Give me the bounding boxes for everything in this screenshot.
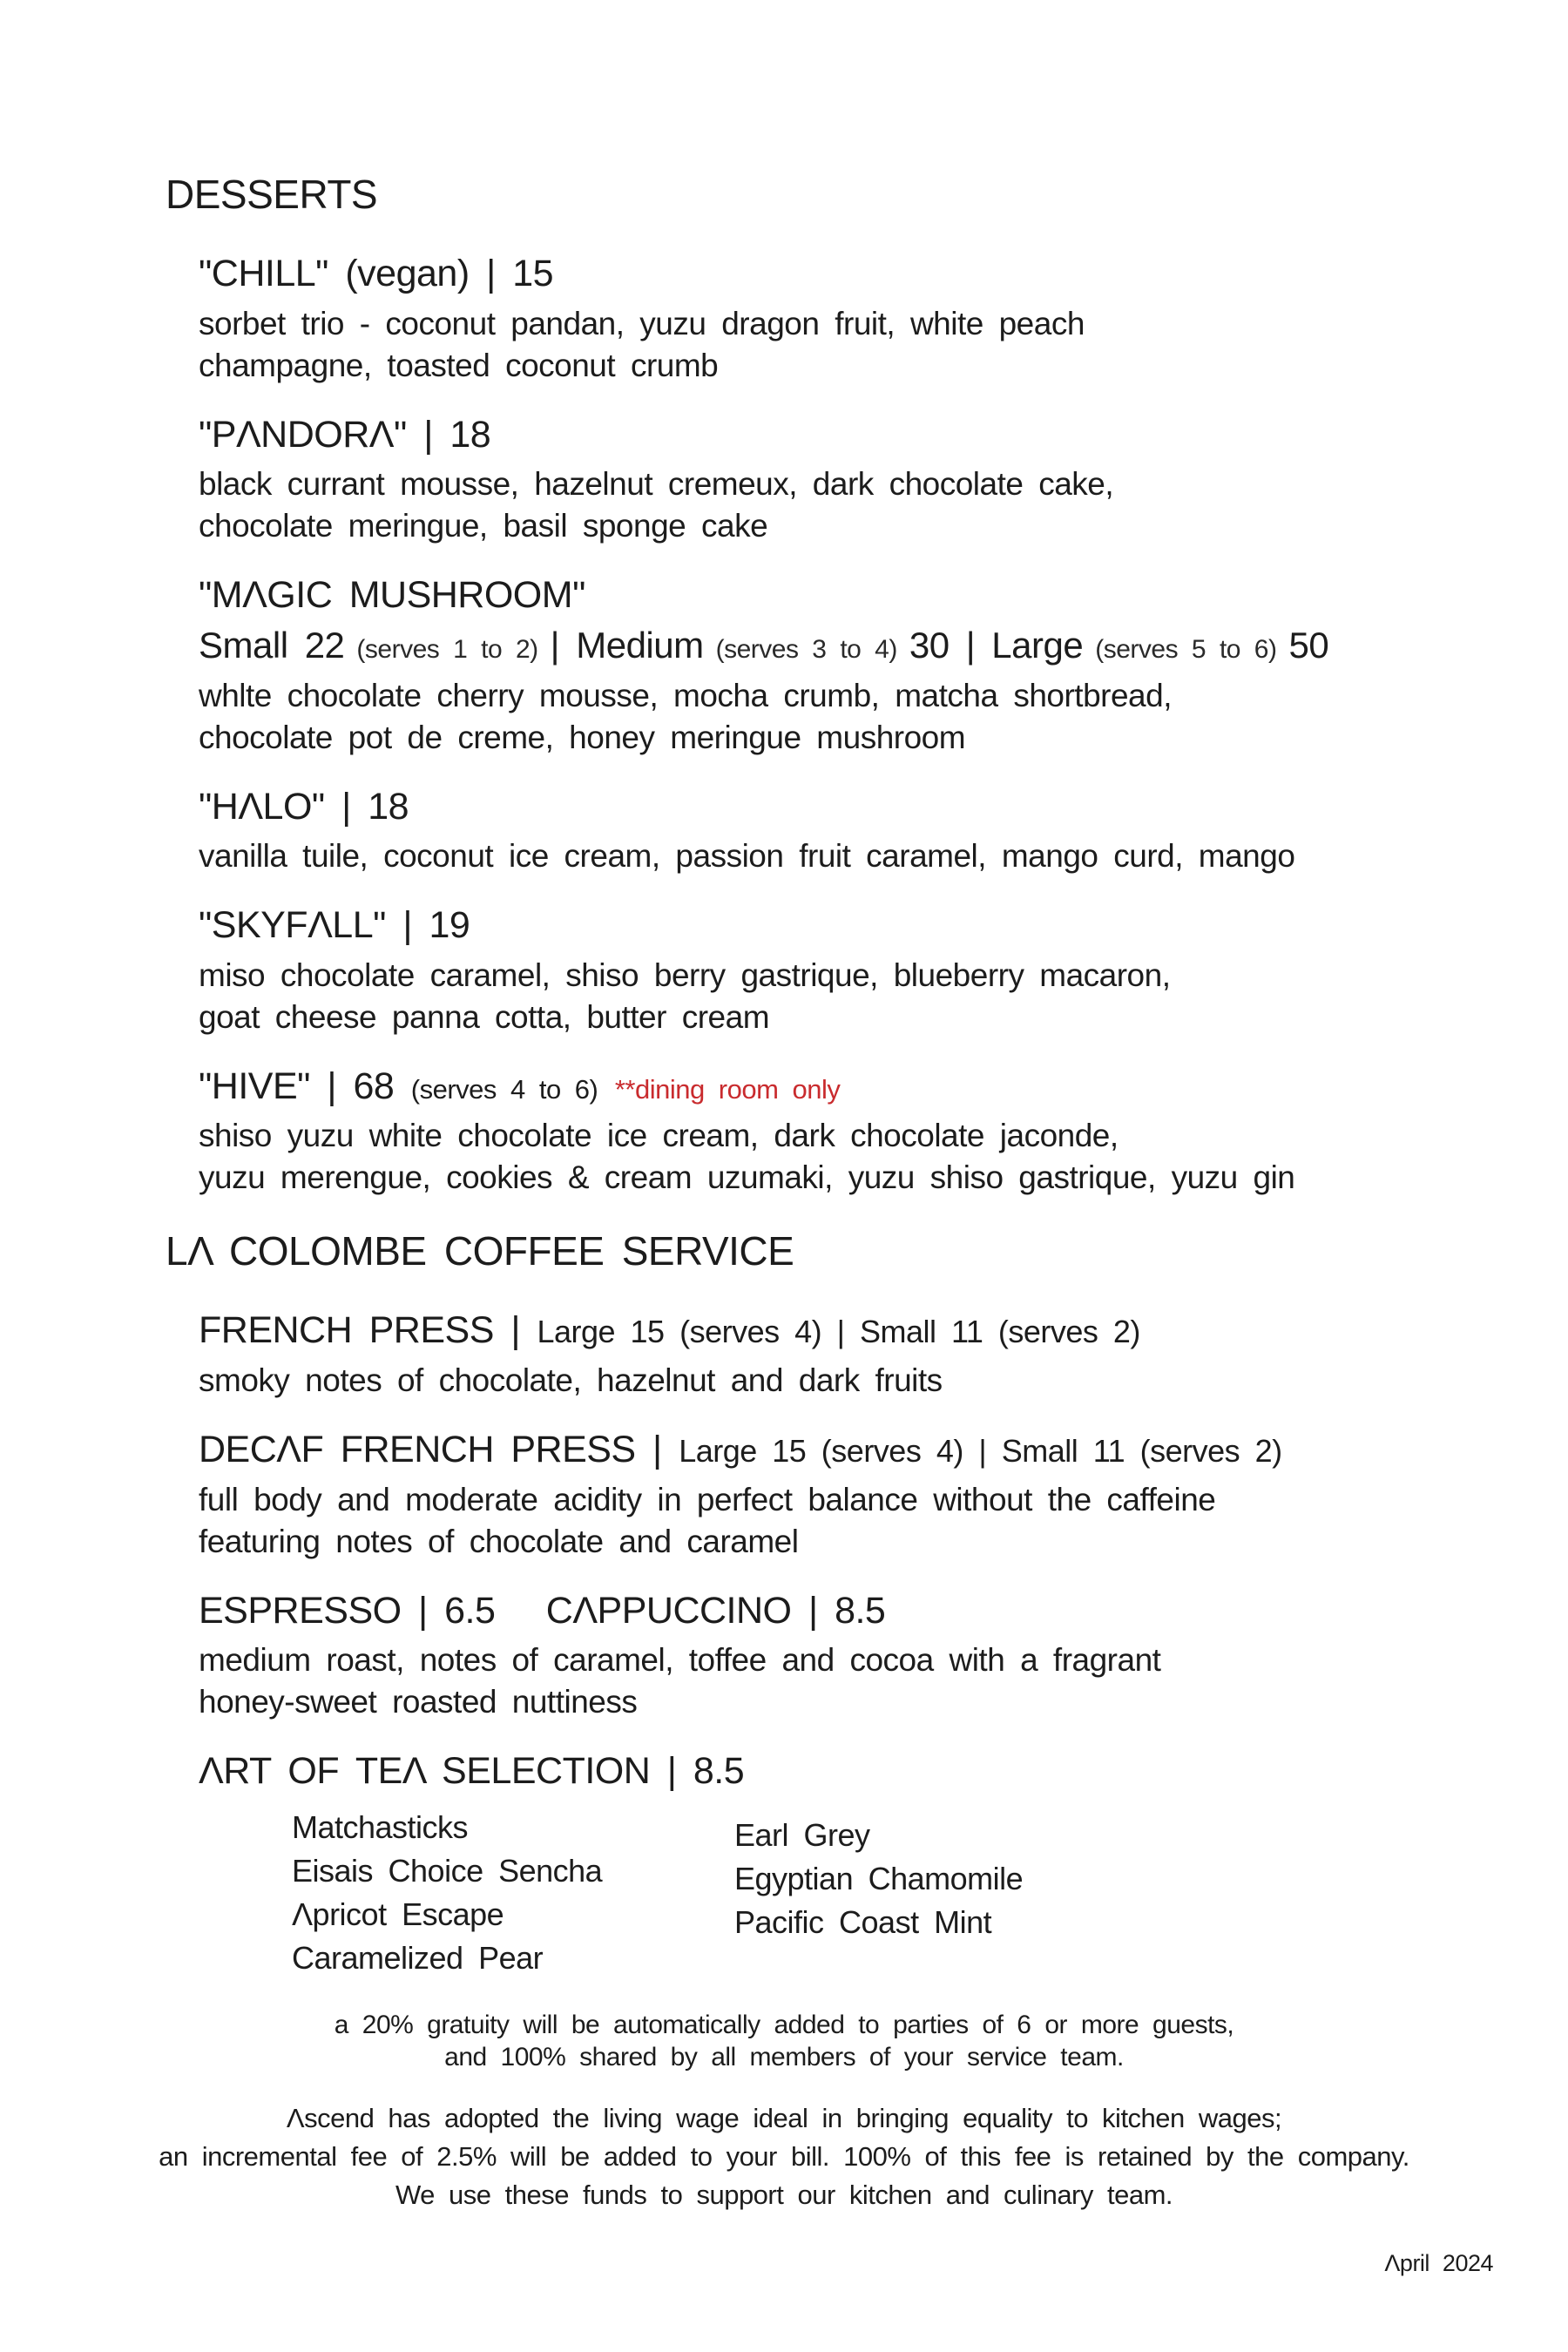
tea-list-item: Earl Grey xyxy=(734,1816,870,1853)
tea-list xyxy=(292,1806,1568,1980)
gratuity-note-line: and 100% shared by all members of your service team. xyxy=(444,2042,1124,2072)
item-description-line: champagne, toasted coconut crumb xyxy=(199,347,719,383)
item-price-detail: Large 15 (serves 4) | Small 11 (serves 2) xyxy=(537,1314,1140,1350)
menu-item-tea-selection xyxy=(199,1752,1568,1980)
item-title-text: "HIVE" | 68 xyxy=(199,1064,395,1107)
desserts-section xyxy=(0,171,1568,1199)
item-title-text: DECΛF FRENCH PRESS | xyxy=(199,1429,662,1471)
item-title xyxy=(199,1311,1568,1351)
item-title xyxy=(199,1064,1568,1107)
footer-notes xyxy=(0,2009,1568,2214)
tea-list-item: Egyptian Chamomile xyxy=(734,1860,1024,1896)
tea-list-item: Matchasticks xyxy=(292,1808,469,1845)
menu-date: Λpril 2024 xyxy=(1384,2250,1493,2276)
item-price-detail: Large 15 (serves 4) | Small 11 (serves 2) xyxy=(679,1433,1282,1470)
tea-list-item: Eisais Choice Sencha xyxy=(292,1852,603,1889)
footer-wage-note xyxy=(0,2099,1568,2214)
item-title: ΛRT OF TEΛ SELECTION | 8.5 xyxy=(199,1750,745,1793)
wage-note-line: Λscend has adopted the living wage ideal in bringing equality to kitchen wages; xyxy=(286,2102,1282,2133)
item-title-text: FRENCH PRESS | xyxy=(199,1309,520,1352)
item-description-line: miso chocolate caramel, shiso berry gastrique, blueberry macaron, xyxy=(199,956,1171,993)
menu-item-french-press xyxy=(199,1311,1568,1402)
tea-list-column-1 xyxy=(292,1806,734,1980)
coffee-heading: LΛ COLOMBE COFFEE SERVICE xyxy=(166,1228,794,1274)
item-description-line: sorbet trio - coconut pandan, yuzu dragon fruit, white peach xyxy=(199,305,1085,341)
item-description-line: vanilla tuile, coconut ice cream, passion fruit caramel, mango curd, mango xyxy=(199,838,1295,875)
desserts-heading: DESSERTS xyxy=(166,172,378,217)
coffee-section xyxy=(0,1227,1568,1979)
menu-item-magic-mushroom xyxy=(199,576,1568,759)
item-description-line: yuzu merengue, cookies & cream uzumaki, yuzu shiso gastrique, yuzu gin xyxy=(199,1159,1295,1196)
item-title: ESPRESSO | 6.5 CΛPPUCCINO | 8.5 xyxy=(199,1589,886,1632)
size-options-line xyxy=(199,625,1568,666)
tea-list-item: Λpricot Escape xyxy=(292,1896,504,1932)
item-title: "CHILL" (vegan) | 15 xyxy=(199,253,554,294)
item-serves-note: (serves 4 to 6) xyxy=(410,1073,598,1105)
item-description-line: goat cheese panna cotta, butter cream xyxy=(199,998,770,1035)
menu-item-chill xyxy=(199,254,1568,387)
size-serves-note: (serves 1 to 2) xyxy=(356,634,538,664)
menu-item-halo xyxy=(199,787,1568,878)
size-serves-note: (serves 5 to 6) xyxy=(1095,634,1277,664)
item-description-line: shiso yuzu white chocolate ice cream, dark chocolate jaconde, xyxy=(199,1118,1119,1154)
tea-list-item: Pacific Coast Mint xyxy=(734,1903,992,1940)
item-description-line: chocolate pot de creme, honey meringue mushroom xyxy=(199,719,966,755)
size-option-segment: 30 | Large xyxy=(909,624,1084,666)
item-title xyxy=(199,1430,1568,1470)
tea-list-item: Caramelized Pear xyxy=(292,1939,544,1976)
item-description-line: black currant mousse, hazelnut cremeux, dark chocolate cake, xyxy=(199,466,1114,503)
footer-gratuity-note xyxy=(0,2009,1568,2073)
item-dining-room-alert: **dining room only xyxy=(614,1073,841,1105)
gratuity-note-line: a 20% gratuity will be automatically added to parties of 6 or more guests, xyxy=(334,2010,1234,2039)
menu-item-hive xyxy=(199,1064,1568,1200)
item-title: "MΛGIC MUSHROOM" xyxy=(199,574,585,617)
wage-note-line: We use these funds to support our kitchen and culinary team. xyxy=(395,2179,1173,2210)
menu-item-decaf-french-press xyxy=(199,1430,1568,1563)
item-description-line: chocolate meringue, basil sponge cake xyxy=(199,508,768,544)
menu-item-pandora xyxy=(199,413,1568,548)
size-option-segment: | Medium xyxy=(550,624,704,666)
item-title: "HΛLO" | 18 xyxy=(199,785,409,828)
item-title: "PΛNDORΛ" | 18 xyxy=(199,413,491,456)
item-description-line: medium roast, notes of caramel, toffee and cocoa with a fragrant xyxy=(199,1642,1161,1679)
item-description-line: honey-sweet roasted nuttiness xyxy=(199,1684,638,1720)
menu-item-espresso-cappuccino xyxy=(199,1589,1568,1724)
size-option-segment: 50 xyxy=(1288,624,1329,666)
wage-note-line: an incremental fee of 2.5% will be added to your bill. 100% of this fee is retained by the company. xyxy=(159,2140,1409,2172)
item-description-line: full body and moderate acidity in perfect balance without the caffeine xyxy=(199,1481,1216,1517)
item-title: "SKYFΛLL" | 19 xyxy=(199,904,470,947)
size-serves-note: (serves 3 to 4) xyxy=(715,634,897,664)
item-description-line: whlte chocolate cherry mousse, mocha crumb, matcha shortbread, xyxy=(199,677,1172,713)
menu-item-skyfall xyxy=(199,906,1568,1038)
size-option-segment: Small 22 xyxy=(199,624,345,666)
item-description-line: smoky notes of chocolate, hazelnut and dark fruits xyxy=(199,1362,943,1399)
tea-list-column-2 xyxy=(734,1806,1023,1980)
item-description-line: featuring notes of chocolate and caramel xyxy=(199,1523,799,1559)
